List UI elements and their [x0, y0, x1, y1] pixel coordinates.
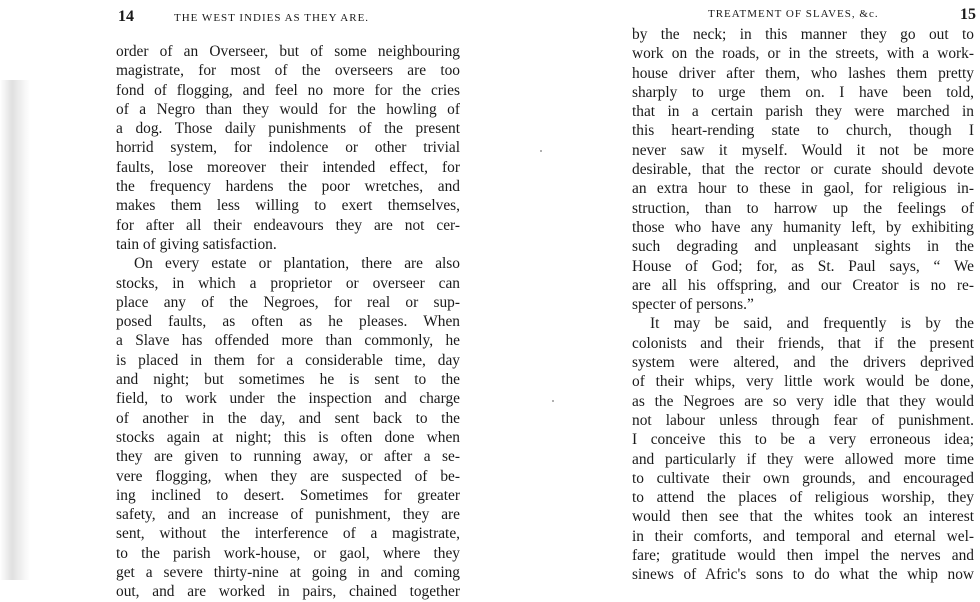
speck [552, 400, 554, 402]
text-line: struction, than to harrow up the feelings of [632, 199, 974, 217]
text-line: an extra hour to these in gaol, for religious in- [632, 180, 974, 198]
text-line: vere flogging, when they are suspected of be- [116, 467, 460, 485]
gutter [540, 0, 542, 583]
text-line: specter of persons.” [632, 296, 754, 314]
text-line: by the neck; in this manner they go out to [632, 26, 974, 43]
text-line: such degrading and unpleasant sights in the [632, 238, 974, 256]
right-page-body [632, 25, 974, 585]
text-line: a dog. Those daily punishments of the present [116, 120, 460, 138]
left-running-title: THE WEST INDIES AS THEY ARE. [174, 12, 370, 24]
text-line: are all his offspring, and our Creator is no re- [632, 276, 974, 294]
text-line: order of an Overseer, but of some neighbouring [116, 43, 460, 60]
left-page-header [100, 8, 470, 28]
text-line: and particularly if they were allowed more time [632, 450, 974, 468]
text-line: this heart-rending state to church, though I [632, 122, 974, 140]
text-line: horrid system, for indolence or other trivial [116, 139, 460, 157]
text-line: never saw it myself. Would it not be more [632, 141, 974, 159]
text-line: work on the roads, or in the streets, with a work- [632, 45, 974, 63]
text-line: I conceive this to be a very erroneous idea; [632, 431, 974, 449]
text-line: tain of giving satisfaction. [116, 235, 277, 253]
text-line: faults, lose moreover their intended effect, for [116, 158, 460, 176]
text-line: out, and are worked in pairs, chained together [116, 583, 460, 601]
speck [540, 150, 542, 152]
text-line: in their comforts, and temporal and eternal wel- [632, 527, 974, 545]
text-line: fond of flogging, and feel no more for the cries [116, 81, 460, 99]
text-line: as the Negroes are so very idle that they would [632, 392, 974, 410]
text-line: those who have any humanity left, by exhibiting [632, 218, 974, 236]
text-line: sharply to urge them on. I have been told, [632, 83, 974, 101]
right-page [628, 0, 978, 583]
text-line: stocks again at night; this is often done when [116, 428, 460, 446]
text-line: safety, and an increase of punishment, they are [116, 506, 460, 524]
text-line: field, to work under the inspection and charge [116, 390, 460, 408]
text-line: that in a certain parish they were marched in [632, 103, 974, 121]
text-line: they are given to running away, or after a se- [116, 448, 460, 466]
text-line: On every estate or plantation, there are also [134, 255, 460, 273]
text-line: It may be said, and frequently is by the [650, 315, 974, 333]
text-line: to cultivate their own grounds, and encouraged [632, 469, 974, 487]
left-page-body [116, 42, 460, 602]
text-line: a Slave has offended more than commonly, he [116, 332, 460, 350]
left-page [100, 0, 470, 601]
text-line: desirable, that the rector or curate should devote [632, 161, 974, 179]
text-line: system were altered, and the drivers deprived [632, 354, 974, 372]
text-line: stocks, in which a proprietor or overseer can [116, 274, 460, 292]
text-line: of another in the day, and sent back to the [116, 409, 460, 427]
text-line: place any of the Negroes, for real or sup- [116, 293, 460, 311]
text-line: house driver after them, who lashes them pretty [632, 64, 974, 82]
text-line: colonists and their friends, that if the present [632, 334, 974, 352]
text-line: would then see that the whites took an interest [632, 508, 974, 526]
right-page-number: 15 [960, 6, 976, 23]
text-line: ing inclined to desert. Sometimes for greater [116, 486, 460, 504]
text-line: makes them less willing to exert themselves, [116, 197, 460, 215]
text-line: House of God; for, as St. Paul says, “ We [632, 257, 974, 275]
text-line: of their whips, very little work would be done, [632, 373, 974, 391]
text-line: fare; gratitude would then impel the nerves and [632, 547, 974, 565]
text-line: not labour unless through fear of punishment. [632, 411, 974, 429]
text-line: magistrate, for most of the overseers are too [116, 62, 460, 80]
left-page-number: 14 [118, 8, 134, 25]
text-line: sent, without the interference of a magistrate, [116, 525, 460, 543]
text-line: and night; but sometimes he is sent to the [116, 371, 460, 389]
right-running-title: TREATMENT OF SLAVES, &c. [708, 8, 879, 20]
text-line: to attend the places of religious worship, they [632, 489, 974, 507]
text-line: is placed in them for a considerable time, day [116, 351, 460, 369]
text-line: for after all their endeavours they are not cer- [116, 216, 460, 234]
text-line: the frequency hardens the poor wretches, and [116, 178, 460, 196]
text-line: get a severe thirty-nine at going in and coming [116, 564, 460, 582]
page-edge-shadow [0, 80, 30, 580]
text-line: posed faults, as often as he pleases. When [116, 313, 460, 331]
text-line: of a Negro than they would for the howling of [116, 100, 460, 118]
text-line: to the parish work-house, or gaol, where they [116, 544, 460, 562]
text-line: sinews of Afric's sons to do what the whip now [632, 566, 974, 584]
